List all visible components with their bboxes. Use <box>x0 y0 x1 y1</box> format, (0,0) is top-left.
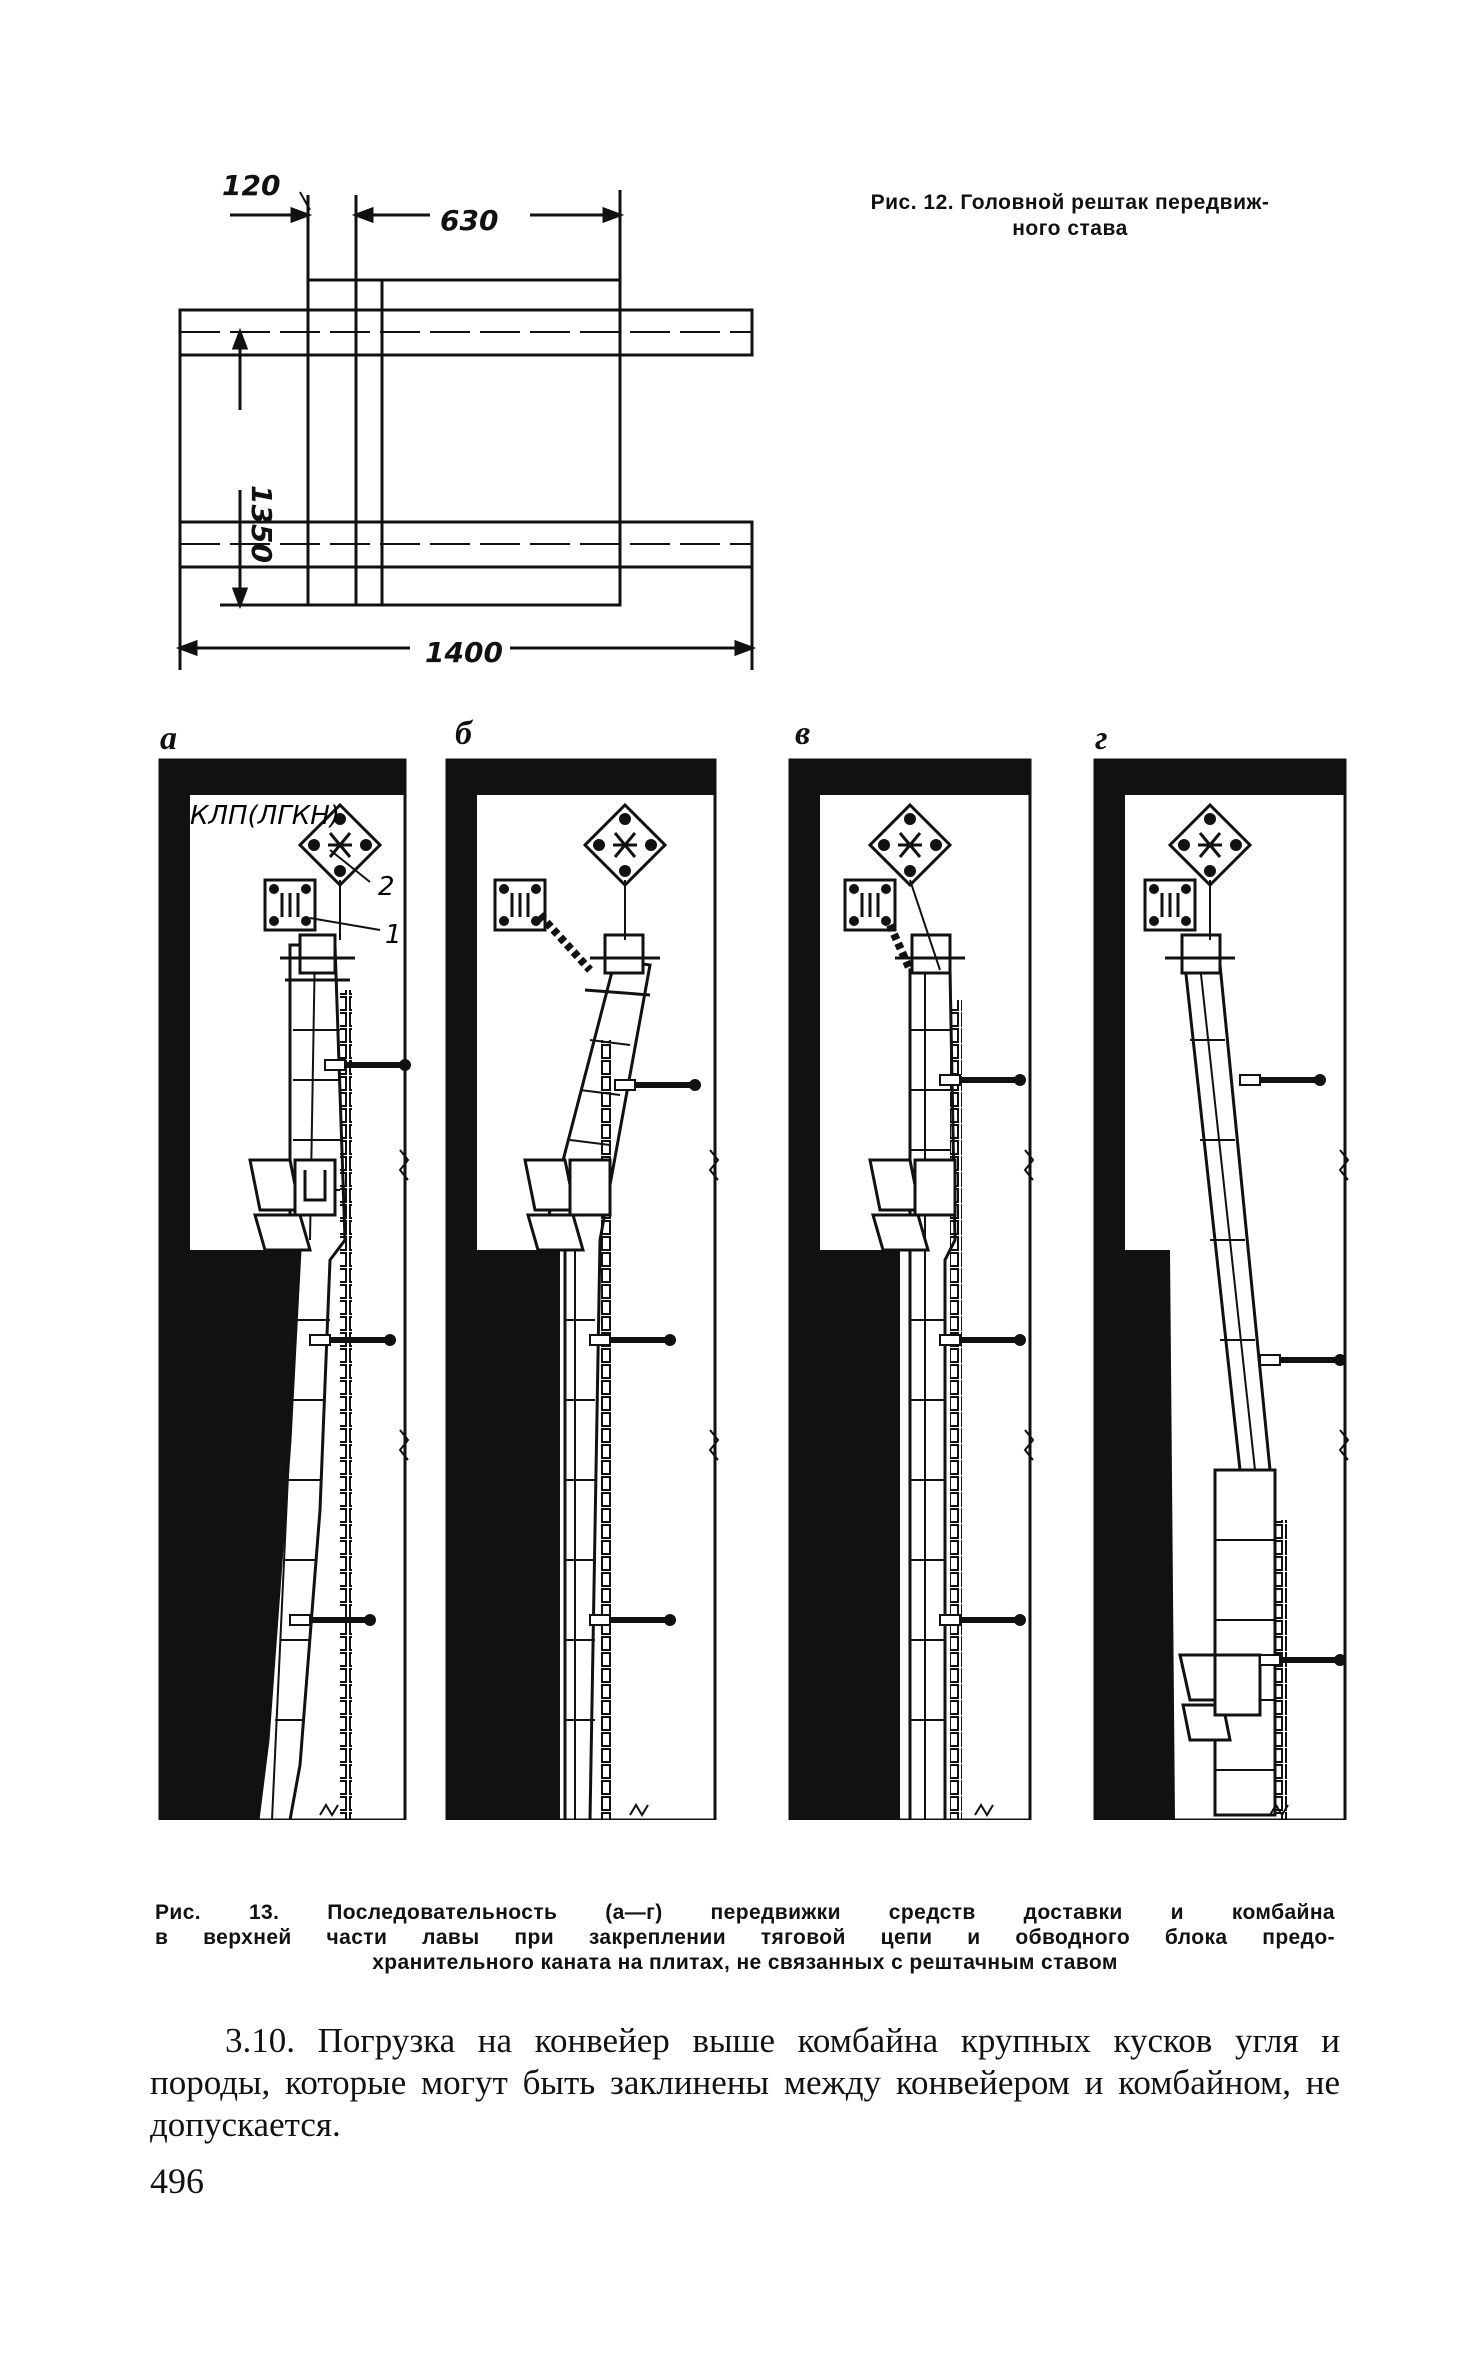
figure-12-caption-text: Рис. 12. Головной рештак передвиж- ного става <box>870 191 1270 240</box>
dim-630: 630 <box>440 204 499 237</box>
panel-letter-a: а <box>160 720 177 757</box>
dim-120: 120 <box>222 169 281 202</box>
panel-b-diagram <box>447 760 718 1820</box>
figure-12-caption <box>790 190 1350 242</box>
figure-12-drawing <box>0 0 1476 700</box>
figure-13-caption-line-2: в верхней части лавы при закреплении тяговой цепи и обводного блока предо- <box>155 1926 1335 1949</box>
figure-13-caption-line-3: хранительного каната на плитах, не связанных с рештачным ставом <box>372 1951 1118 1974</box>
panel-letter-v: в <box>795 715 811 752</box>
figure-13-caption-line-1: Рис. 13. Последовательность (а—г) передвижки средств доставки и комбайна <box>155 1901 1335 1924</box>
dim-1350: 1350 <box>245 485 278 563</box>
callout-2: 2 <box>378 872 395 902</box>
panel-letter-g: г <box>1095 720 1108 757</box>
panel-letter-b: б <box>455 715 472 752</box>
label-klp-lgkn: КЛП(ЛГКН) <box>190 801 340 831</box>
dim-1400: 1400 <box>425 636 503 669</box>
body-paragraph: 3.10. Погрузка на конвейер выше комбайна крупных кусков угля и породы, которые могут быть заклинены между конвейером и комбайном, не допускается. <box>150 2021 1340 2144</box>
panel-a-diagram <box>160 760 411 1820</box>
panel-v-diagram <box>790 760 1033 1820</box>
page-number: 496 <box>150 2161 204 2201</box>
callout-1: 1 <box>385 920 402 950</box>
panel-g-diagram <box>1095 760 1348 1820</box>
figure-13-caption <box>155 1900 1335 1975</box>
figure-13-drawing <box>0 740 1476 1820</box>
